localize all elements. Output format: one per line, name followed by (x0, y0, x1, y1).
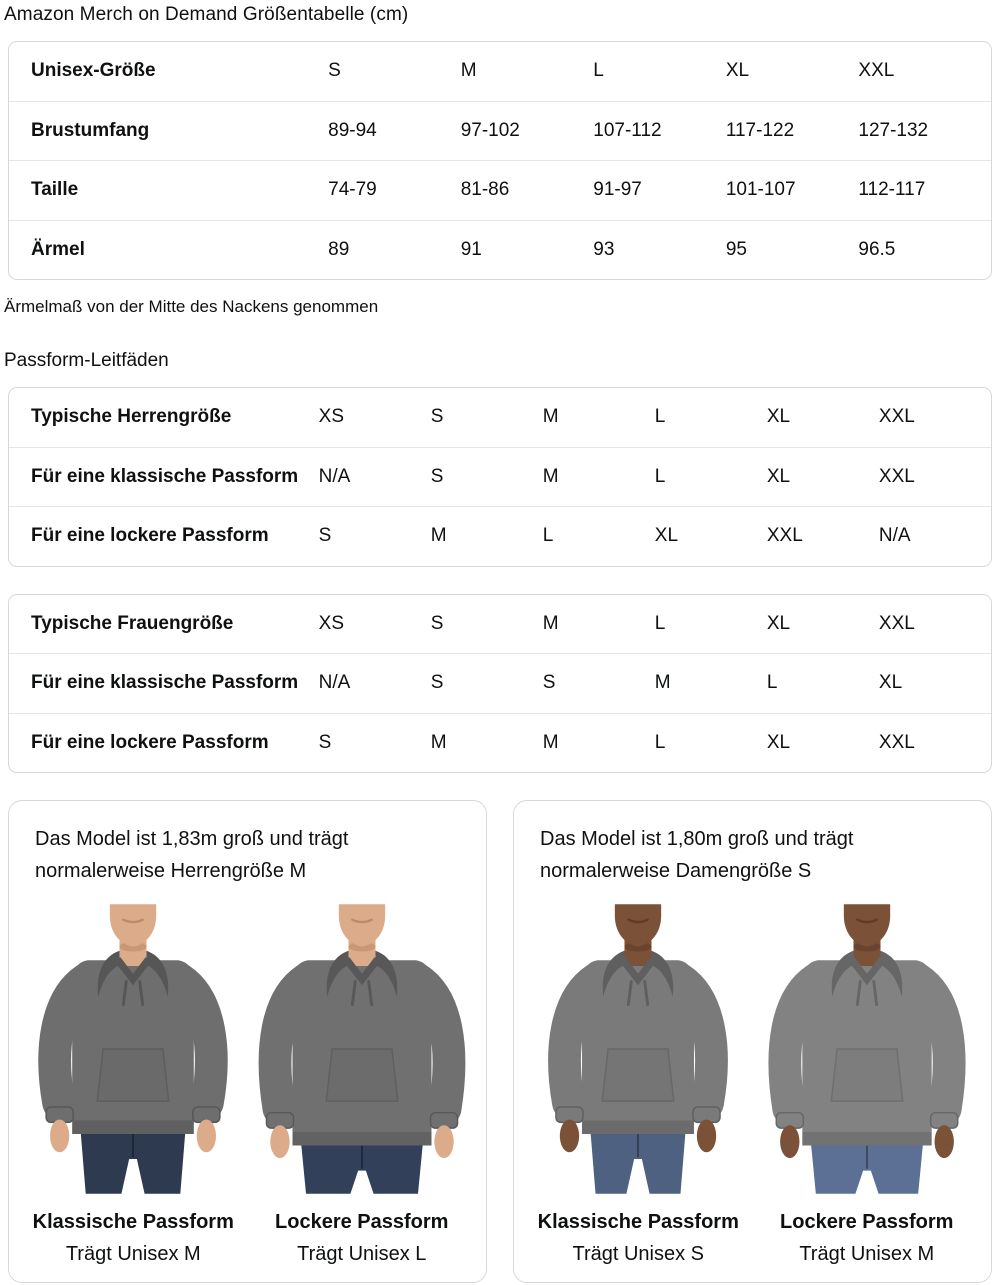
row-label: Für eine klassische Passform (9, 447, 319, 507)
cell: XXL (767, 507, 879, 566)
model-photo-classic-women (527, 899, 749, 1199)
table-row (9, 654, 991, 714)
model-column-loose (248, 899, 477, 1266)
cell: XS (318, 612, 345, 634)
model-column-classic (524, 899, 753, 1266)
row-label: Typische Frauengröße (31, 612, 234, 634)
model-photo-classic-men (22, 899, 244, 1199)
cell: 81-86 (461, 161, 594, 221)
model-description: Das Model ist 1,83m groß und trägt normalerweise Herrengröße M (35, 828, 349, 882)
cell: XL (879, 654, 991, 714)
cell: 112-117 (858, 161, 991, 221)
table-row (9, 595, 991, 654)
table-row (9, 713, 991, 772)
size-worn-label: Trägt Unisex L (297, 1243, 427, 1265)
cell: L (654, 612, 666, 634)
cell: XL (766, 612, 791, 634)
cell: S (319, 713, 431, 772)
cell: S (430, 612, 444, 634)
cell: XL (766, 406, 791, 428)
cell: XXL (878, 406, 915, 428)
model-card-men (8, 800, 487, 1283)
model-description: Das Model ist 1,80m groß und trägt normalerweise Damengröße S (540, 828, 854, 882)
cell: XXL (878, 612, 915, 634)
row-label: Typische Herrengröße (31, 406, 232, 428)
cell: M (543, 713, 655, 772)
womens-fit-table (8, 594, 992, 774)
table-row (9, 161, 991, 221)
cell: 101-107 (726, 161, 859, 221)
cell: L (655, 447, 767, 507)
cell: M (543, 447, 655, 507)
size-worn-label: Trägt Unisex M (65, 1243, 201, 1265)
cell: 93 (593, 220, 726, 279)
cell: XL (725, 60, 750, 82)
row-label: Ärmel (9, 220, 328, 279)
fit-guides-heading: Passform-Leitfäden (4, 350, 169, 371)
cell: XXL (879, 447, 991, 507)
table-row (9, 507, 991, 566)
cell: XXL (879, 713, 991, 772)
row-label: Für eine lockere Passform (9, 713, 319, 772)
cell: N/A (319, 654, 431, 714)
cell: XXL (858, 60, 895, 82)
cell: 91-97 (593, 161, 726, 221)
model-column-classic (19, 899, 248, 1266)
cell: 91 (461, 220, 594, 279)
cell: 89 (328, 220, 461, 279)
size-worn-label: Trägt Unisex S (572, 1243, 705, 1265)
cell: XL (767, 713, 879, 772)
cell: M (542, 612, 559, 634)
cell: L (767, 654, 879, 714)
cell: 74-79 (328, 161, 461, 221)
row-label: Taille (9, 161, 328, 221)
cell: S (319, 507, 431, 566)
table-row (9, 447, 991, 507)
cell: M (542, 406, 559, 428)
page-title: Amazon Merch on Demand Größentabelle (cm) (4, 4, 409, 25)
model-photo-loose-men (251, 899, 473, 1199)
table-row (9, 101, 991, 161)
table-row (9, 220, 991, 279)
fit-label: Klassische Passform (32, 1211, 234, 1233)
model-card-women (513, 800, 992, 1283)
model-photo-loose-women (756, 899, 978, 1199)
table-row (9, 388, 991, 447)
row-label: Für eine lockere Passform (9, 507, 319, 566)
cell: S (328, 60, 341, 82)
cell: S (431, 654, 543, 714)
cell: N/A (879, 507, 991, 566)
cell: L (543, 507, 655, 566)
cell: M (460, 60, 477, 82)
cell: M (431, 713, 543, 772)
row-label: Brustumfang (9, 101, 328, 161)
cell: N/A (319, 447, 431, 507)
fit-label: Klassische Passform (537, 1211, 739, 1233)
cell: M (431, 507, 543, 566)
cell: XS (318, 406, 345, 428)
cell: 89-94 (328, 101, 461, 161)
cell: S (431, 447, 543, 507)
cell: S (430, 406, 444, 428)
mens-fit-table (8, 387, 992, 567)
unisex-size-table (8, 41, 992, 280)
cell: 117-122 (726, 101, 859, 161)
cell: L (654, 406, 666, 428)
cell: XL (655, 507, 767, 566)
cell: L (593, 60, 604, 82)
cell: 127-132 (858, 101, 991, 161)
table-row (9, 42, 991, 101)
fit-label: Lockere Passform (780, 1211, 954, 1233)
cell: L (655, 713, 767, 772)
sleeve-measure-note: Ärmelmaß von der Mitte des Nackens genommen (4, 297, 379, 316)
cell: S (543, 654, 655, 714)
fit-label: Lockere Passform (275, 1211, 449, 1233)
cell: 97-102 (461, 101, 594, 161)
cell: 107-112 (593, 101, 726, 161)
cell: XL (767, 447, 879, 507)
row-label: Unisex-Größe (31, 60, 156, 82)
row-label: Für eine klassische Passform (9, 654, 319, 714)
model-column-loose (753, 899, 982, 1266)
cell: 96.5 (858, 220, 991, 279)
cell: M (655, 654, 767, 714)
cell: 95 (726, 220, 859, 279)
size-worn-label: Trägt Unisex M (799, 1243, 935, 1265)
